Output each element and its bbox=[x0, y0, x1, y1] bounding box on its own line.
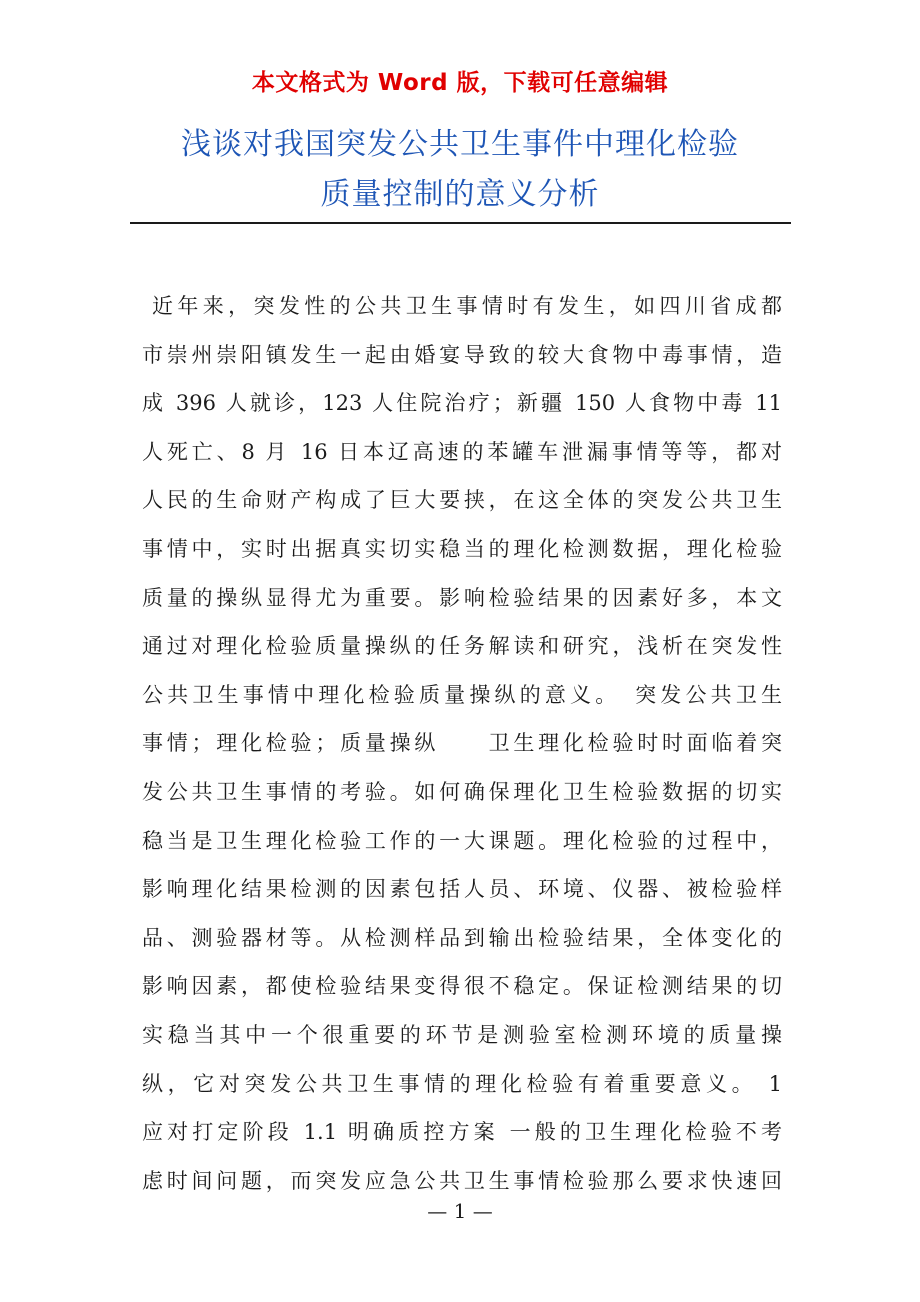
body-line: 事情中，实时出据真实切实稳当的理化检测数据，理化检验 bbox=[142, 536, 782, 561]
body-line: 影响理化结果检测的因素包括人员、环境、仪器、被检验样 bbox=[142, 877, 782, 902]
title-line: 质量控制的意义分析 bbox=[320, 177, 600, 212]
body-line: 市崇州崇阳镇发生一起由婚宴导致的较大食物中毒事情，造 bbox=[142, 342, 782, 367]
body-line: 人民的生命财产构成了巨大要挟，在这全体的突发公共卫生 bbox=[142, 488, 782, 513]
page-number: — 1 — bbox=[427, 1199, 493, 1223]
title-divider bbox=[130, 222, 791, 224]
document-body bbox=[142, 282, 782, 1205]
body-line: 稳当是卫生理化检验工作的一大课题。理化检验的过程中， bbox=[142, 828, 782, 853]
body-line: 成 396 人就诊，123 人住院治疗；新疆 150 人食物中毒 11 bbox=[142, 391, 782, 416]
document-title bbox=[130, 120, 790, 220]
body-line: 质量的操纵显得尤为重要。影响检验结果的因素好多，本文 bbox=[142, 585, 782, 610]
body-line: 事情；理化检验；质量操纵 卫生理化检验时时面临着突 bbox=[142, 731, 782, 756]
body-line: 影响因素，都使检验结果变得很不稳定。保证检测结果的切 bbox=[142, 974, 782, 999]
format-notice: 本文格式为 Word 版，下载可任意编辑 bbox=[251, 70, 669, 96]
body-line: 品、测验器材等。从检测样品到输出检验结果，全体变化的 bbox=[142, 925, 782, 950]
body-line: 虑时间问题，而突发应急公共卫生事情检验那么要求快速回 bbox=[142, 1168, 782, 1193]
body-line: 实稳当其中一个很重要的环节是测验室检测环境的质量操 bbox=[142, 1022, 782, 1047]
body-line: 通过对理化检验质量操纵的任务解读和研究，浅析在突发性 bbox=[142, 634, 782, 659]
body-line: 纵，它对突发公共卫生事情的理化检验有着重要意义。 1 bbox=[142, 1071, 782, 1096]
body-line: 公共卫生事情中理化检验质量操纵的意义。 突发公共卫生 bbox=[142, 682, 782, 707]
body-line: 近年来，突发性的公共卫生事情时有发生，如四川省成都 bbox=[152, 294, 782, 318]
body-line: 应对打定阶段 1.1 明确质控方案 一般的卫生理化检验不考 bbox=[142, 1120, 782, 1145]
title-line: 浅谈对我国突发公共卫生事件中理化检验 bbox=[181, 127, 739, 162]
body-line: 人死亡、8 月 16 日本辽高速的苯罐车泄漏事情等等，都对 bbox=[142, 439, 782, 464]
body-line: 发公共卫生事情的考验。如何确保理化卫生检验数据的切实 bbox=[142, 779, 782, 804]
